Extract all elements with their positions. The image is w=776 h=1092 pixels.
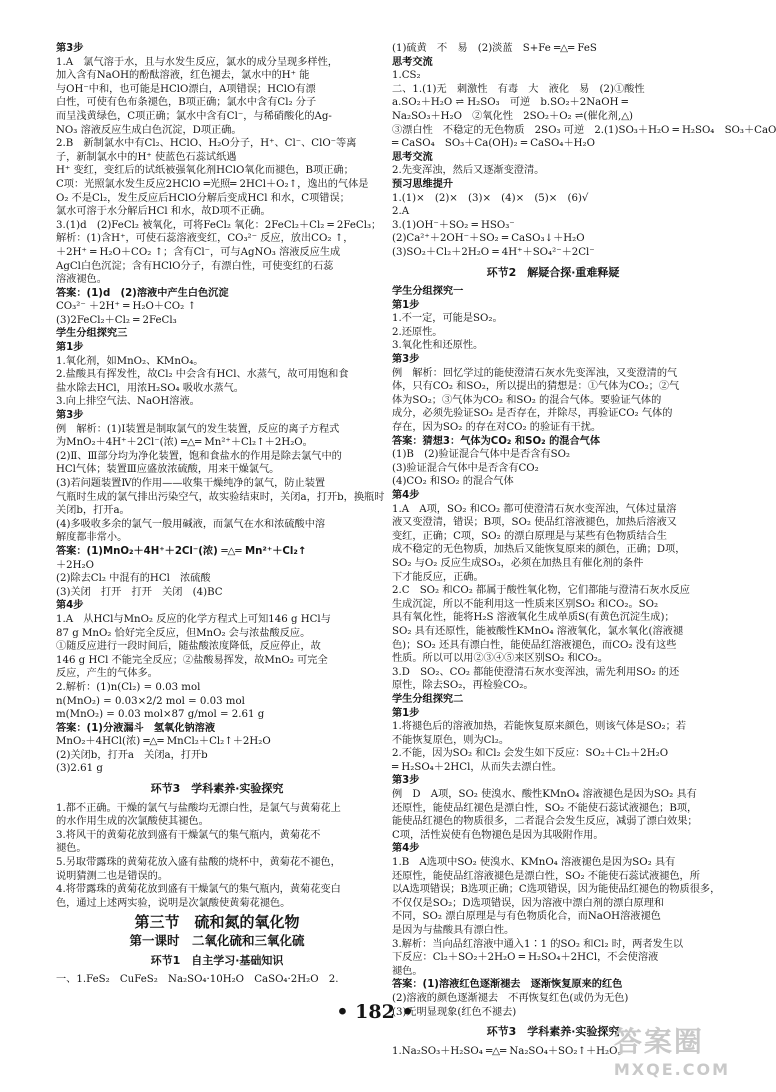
text-line: (2)Ca²⁺＋2OH⁻＋SO₂ ═ CaSO₃↓＋H₂O xyxy=(392,233,585,245)
text-line: 2.盐酸具有挥发性，故Cl₂ 中会含有HCl、水蒸气，故可用饱和食 xyxy=(56,369,349,381)
text-line: (2)溶液的颜色逐渐褪去 不再恢复红色(或仍为无色) xyxy=(392,992,629,1004)
text-line: C项：光照氯水发生反应2HClO ═光照═ 2HCl＋O₂↑，逸出的气体是 xyxy=(56,178,369,190)
text-line: NO₃ 溶液反应生成白色沉淀，D项正确。 xyxy=(56,124,242,136)
text-line: 加入含有NaOH的酚酞溶液，红色褪去，氯水中的H⁺ 能 xyxy=(56,70,310,82)
text-line: 解析：(1)含H⁺，可使石蕊溶液变红，CO₃²⁻ 反应，放出CO₂ ↑， xyxy=(56,233,354,245)
text-line: (3)SO₂＋Cl₂＋2H₂O ═ 4H⁺＋SO₄²⁻＋2Cl⁻ xyxy=(392,246,595,258)
text-line: 146 g HCl 不能完全反应；②盐酸易挥发，故MnO₂ 可完全 xyxy=(56,654,328,666)
right-column-text-a xyxy=(392,42,776,260)
left-column-text-a xyxy=(56,42,385,776)
text-line: ＋2H⁺ ═ H₂O＋CO₂ ↑；含有Cl⁻，可与AgNO₃ 溶液反应生成 xyxy=(56,246,341,258)
text-line: 1.氧化剂，如MnO₂、KMnO₄。 xyxy=(56,355,204,367)
left-bottom-line: 一、1.FeS₂ CuFeS₂ Na₂SO₄·10H₂O CaSO₄·2H₂O 2. xyxy=(56,974,339,986)
text-line: SO₂ 具有还原性，能被酸性KMnO₄ 溶液氧化，氯水氧化(溶液褪 xyxy=(392,625,684,637)
text-line: 1.都不正确。干燥的氯气与盐酸均无漂白性，是氯气与黄菊花上 xyxy=(56,802,341,814)
text-line: (3)验证混合气体中是否含有CO₂ xyxy=(392,462,539,474)
text-line: 反应，产生的气体多。 xyxy=(56,668,158,680)
text-line: 第4步 xyxy=(392,843,420,855)
text-line: (1)硫黄 不 易 (2)淡蓝 S+Fe ═△═ FeS xyxy=(392,43,597,54)
text-line: HCl气体；装置Ⅲ应盛放浓硫酸，用来干燥氯气。 xyxy=(56,464,280,476)
text-line: 关闭b，打开a。 xyxy=(56,505,130,517)
text-line: O₂ 不是Cl₂，发生反应后HClO分解后变成HCl 和水，C项错误； xyxy=(56,192,350,204)
text-line: 体，只有CO₂ 和SO₂，所以提出的猜想是：①气体为CO₂；②气 xyxy=(392,381,680,393)
text-line: 3.氧化性和还原性。 xyxy=(392,340,484,352)
page-number: • 182 • xyxy=(336,1001,414,1023)
text-line: 思考交流 xyxy=(392,56,433,68)
text-line: 1.(1)× (2)× (3)× (4)× (5)× (6)√ xyxy=(392,192,589,204)
text-line: 子，新制氯水中的H⁺ 使蓝色石蕊试纸遇 xyxy=(56,151,237,163)
text-line: 与OH⁻中和，也可能是HClO漂白，A项错误；HClO有漂 xyxy=(56,83,316,95)
left-column xyxy=(56,42,385,987)
text-line: 2.不能，因为SO₂ 和Cl₂ 会发生如下反应：SO₂＋Cl₂＋2H₂O xyxy=(392,748,669,760)
text-line: 氯水可溶于水分解后HCl 和水，故D项不正确。 xyxy=(56,206,271,218)
text-line: C项，活性炭使有色物褪色是因为其吸附作用。 xyxy=(392,829,604,841)
text-line: 为MnO₂＋4H⁺＋2Cl⁻(浓) ═△═ Mn²⁺＋Cl₂↑＋2H₂O。 xyxy=(56,437,313,449)
right-bottom-line: 1.Na₂SO₃＋H₂SO₄ ═△═ Na₂SO₄＋SO₂↑＋H₂O。 xyxy=(392,1045,628,1057)
text-line: 第4步 xyxy=(392,490,420,501)
text-line: 2.B 新制氯水中有Cl₂、HClO、H₂O分子，H⁺、Cl⁻、ClO⁻等离 xyxy=(56,138,357,150)
text-line: 性质。所以可以用②③④⑤来区别SO₂ 和CO₂。 xyxy=(392,653,609,665)
text-line: 还原性，能使品红溶液褪色是漂白性，SO₂ 不能使石蕊试液褪色，所 xyxy=(392,870,700,882)
text-line: 第1步 xyxy=(392,707,420,719)
text-line: 3.向上排空气法、NaOH溶液。 xyxy=(56,396,200,408)
text-line: 解度都非常小。 xyxy=(56,532,128,544)
text-line: 液又变澄清，错误；B项，SO₂ 使品红溶液褪色，加热后溶液又 xyxy=(392,517,677,529)
text-line: 学生分组探究二 xyxy=(392,693,464,705)
text-line: 第3步 xyxy=(56,43,84,54)
text-line: 2.C SO₂ 和CO₂ 都属于酸性氧化物，它们都能与澄清石灰水反应 xyxy=(392,585,690,597)
chapter-title: 第三节 硫和氮的氧化物 xyxy=(134,913,300,932)
text-line: 能使品红褪色的物质很多，二者混合会发生反应，减弱了漂白效果； xyxy=(392,816,698,828)
text-line: 第1步 xyxy=(392,299,420,311)
text-line: 2.解析：(1)n(Cl₂) = 0.03 mol xyxy=(56,681,201,693)
text-line: 气瓶时生成的氯气排出污染空气，故实验结束时，关闭a，打开b，换瓶时 xyxy=(56,491,385,503)
text-line: 是因为与盐酸具有漂白性。 xyxy=(392,925,515,936)
text-line: 例 解析：回忆学过的能使澄清石灰水先变浑浊，又变澄清的气 xyxy=(392,367,678,379)
text-line: 1.A 从HCl与MnO₂ 反应的化学方程式上可知146 g HCl与 xyxy=(56,613,331,625)
text-line: 说明猜测二也是错误的。 xyxy=(56,870,169,882)
text-line: 3.D SO₂、CO₂ 都能使澄清石灰水变浑浊，需先利用SO₂ 的还 xyxy=(392,666,680,678)
text-line: MnO₂＋4HCl(浓) ═△═ MnCl₂＋Cl₂↑＋2H₂O xyxy=(56,736,271,748)
left-section-1-heading: 环节1 自主学习·基础知识 xyxy=(150,953,284,967)
text-line: 5.另取带露珠的黄菊花放入盛有盐酸的烧杯中，黄菊花不褪色， xyxy=(56,857,341,869)
text-line: 盐水除去HCl，用浓H₂SO₄ 吸收水蒸气。 xyxy=(56,382,244,394)
text-line: 的水作用生成的次氯酸使其褪色。 xyxy=(56,816,209,828)
text-line: 1.A A项，SO₂ 和CO₂ 都可使澄清石灰水变浑浊，气体过量溶 xyxy=(392,503,677,515)
text-line: (3)若问题装置Ⅳ的作用——收集干燥纯净的氯气，防止装置 xyxy=(56,478,326,489)
text-line: 溶液褪色。 xyxy=(56,274,107,286)
text-line: 1.A 氯气溶于水，且与水发生反应，氯水的成分呈现多样性， xyxy=(56,56,338,68)
text-line: 存在，因为SO₂ 的存在对CO₂ 的验证有干扰。 xyxy=(392,422,602,434)
text-line: ═ CaSO₄ SO₃＋Ca(OH)₂ ═ CaSO₄＋H₂O xyxy=(392,138,595,150)
left-column-text-b xyxy=(56,802,378,911)
text-line: (2)关闭b，打开a 关闭a，打开b xyxy=(56,749,208,761)
text-line: 不能恢复原色，则为Cl₂。 xyxy=(392,734,510,746)
text-line: 不同，SO₂ 漂白原理是与有色物质化合，而NaOH溶液褪色 xyxy=(392,911,661,923)
text-line: 成不稳定的无色物质，加热后又能恢复原来的颜色，正确；D项， xyxy=(392,544,686,556)
text-line: ③漂白性 不稳定的无色物质 2SO₃ 可逆 2.(1)SO₃＋H₂O ═ H₂SO₄ SO₃＋CaO xyxy=(392,124,776,136)
text-line: 1.将褪色后的溶液加热，若能恢复原来颜色，则该气体是SO₂；若 xyxy=(392,721,687,733)
text-line: 答案：(1)溶液红色逐渐褪去 逐渐恢复原来的红色 xyxy=(392,979,623,991)
left-section-3-heading: 环节3 学科素养·实验探究 xyxy=(150,782,284,796)
text-line: 体为SO₂；③气体为CO₂ 和SO₂ 的混合气体。要验证气体的 xyxy=(392,394,662,406)
text-line: 1.不一定，可能是SO₂。 xyxy=(392,313,503,325)
text-line: AgCl白色沉淀；含有HClO分子，有漂白性，可使变红的石蕊 xyxy=(56,260,334,272)
text-line: 色，通过上述两实验，说明是次氯酸使黄菊花褪色。 xyxy=(56,897,291,909)
text-line: 1.B A选项中SO₂ 使溴水、KMnO₄ 溶液褪色是因为SO₂ 具有 xyxy=(392,857,676,869)
text-line: 思考交流 xyxy=(392,151,433,163)
right-section-3-heading: 环节3 学科素养·实验探究 xyxy=(486,1025,620,1039)
text-line: 1.CS₂ xyxy=(392,70,421,82)
text-line: 答案：(1)MnO₂＋4H⁺＋2Cl⁻(浓) ═△═ Mn²⁺＋Cl₂↑ xyxy=(56,545,307,557)
text-line: 白性，可使有色布条褪色，B项正确；氯水中含有Cl₂ 分子 xyxy=(56,97,317,109)
text-line: 学生分组探究一 xyxy=(392,286,464,298)
text-line: 3.(1)d (2)FeCl₂ 被氧化，可将FeCl₂ 氧化：2FeCl₂＋Cl₂ ═ 2FeCl₃； xyxy=(56,219,382,231)
text-line: 第4步 xyxy=(56,600,84,612)
text-line: 3.解析：当向品红溶液中通入1∶1 的SO₂ 和Cl₂ 时，两者发生以 xyxy=(392,938,684,950)
text-line: 而呈浅黄绿色，C项正确；氯水中含有Cl⁻，与稀硝酸化的Ag- xyxy=(56,110,332,122)
text-line: 变红，正确；C项，SO₂ 的漂白原理是与某些有色物质结合生 xyxy=(392,530,667,542)
text-line: ①随反应进行一段时间后，随盐酸浓度降低，反应停止，故 xyxy=(56,641,321,653)
right-section-2-heading: 环节2 解疑合探·重难释疑 xyxy=(486,265,620,279)
text-line: (2)除去Cl₂ 中混有的HCl 浓硫酸 xyxy=(56,573,211,585)
lesson-title: 第一课时 二氧化硫和三氧化硫 xyxy=(129,933,305,948)
text-line: 第3步 xyxy=(392,354,420,366)
text-line: 褪色。 xyxy=(392,965,423,977)
text-line: 二、1.(1)无 刺激性 有毒 大 液化 易 (2)①酸性 xyxy=(392,83,645,95)
text-line: (4)CO₂ 和SO₂ 的混合气体 xyxy=(392,476,514,488)
text-line: 2.A xyxy=(392,206,410,218)
text-line: 第3步 xyxy=(392,775,420,787)
text-line: CO₃²⁻ ＋2H⁺ ═ H₂O＋CO₂ ↑ xyxy=(56,301,196,313)
text-line: 还原性，能使品红褪色是漂白性，SO₂ 不能使石蕊试液褪色；B项， xyxy=(392,802,698,814)
text-line: 4.将带露珠的黄菊花放到盛有干燥氯气的集气瓶内，黄菊花变白 xyxy=(56,884,341,896)
text-line: H⁺ 变红，变红后的试纸被强氧化剂HClO氧化而褪色，B项正确； xyxy=(56,165,354,177)
text-line: 预习思维提升 xyxy=(392,178,454,190)
text-line: 生成沉淀，所以不能利用这一性质来区别SO₂ 和CO₂。SO₂ xyxy=(392,598,659,610)
text-line: n(MnO₂) = 0.03×2/2 mol = 0.03 mol xyxy=(56,695,245,707)
text-line: (1)B (2)验证混合气体中是否含有SO₂ xyxy=(392,449,571,461)
text-line: SO₂ 与O₂ 反应生成SO₃，必须在加热且有催化剂的条件 xyxy=(392,557,644,569)
text-line: (3)关闭 打开 打开 关闭 (4)BC xyxy=(56,586,223,598)
watermark-logo xyxy=(614,1020,730,1079)
text-line: Na₂SO₃＋H₂O ②氧化性 2SO₂＋O₂ ⇌(催化剂,△) xyxy=(392,110,633,122)
text-line: 答案：(1)分液漏斗 氢氧化钠溶液 xyxy=(56,722,216,734)
text-line: (2)Ⅱ、Ⅲ部分均为净化装置，饱和食盐水的作用是除去氯气中的 xyxy=(56,450,342,462)
text-line: 褪色。 xyxy=(56,843,87,855)
right-column xyxy=(392,42,776,1058)
text-line: 原性，除去SO₂，再检验CO₂。 xyxy=(392,680,534,692)
text-line: 下反应：Cl₂＋SO₂＋2H₂O ═ H₂SO₄＋2HCl，不会使溶液 xyxy=(392,952,659,964)
text-line: ═ H₂SO₄＋2HCl，从而失去漂白性。 xyxy=(392,761,563,773)
text-line: ＋2H₂O xyxy=(56,559,94,571)
text-line: 下才能反应，正确。 xyxy=(392,571,484,583)
text-line: 学生分组探究三 xyxy=(56,328,128,340)
text-line: 成分，必须先验证SO₂ 是否存在，并除尽，再验证CO₂ 气体的 xyxy=(392,408,673,420)
text-line: 具有氧化性，能将H₂S 溶液氧化生成单质S(有黄色沉淀生成)； xyxy=(392,612,675,624)
text-line: m(MnO₂) = 0.03 mol×87 g/mol = 2.61 g xyxy=(56,709,265,721)
watermark-text: 答案圈 xyxy=(613,1025,704,1058)
text-line: 答案：(1)d (2)溶液中产生白色沉淀 xyxy=(56,287,229,299)
text-line: 87 g MnO₂ 恰好完全反应，但MnO₂ 会与浓盐酸反应。 xyxy=(56,627,311,639)
text-line: a.SO₂＋H₂O ⇌ H₂SO₃ 可逆 b.SO₂＋2NaOH ═ xyxy=(392,97,628,109)
text-line: (3)无明显现象(红色不褪去) xyxy=(392,1006,517,1018)
watermark-url: MXQE.COM xyxy=(613,1060,730,1079)
text-line: 例 解析：(1)Ⅰ装置是制取氯气的发生装置，反应的离子方程式 xyxy=(56,423,340,435)
text-line: 第1步 xyxy=(56,342,84,354)
text-line: 3.将风干的黄菊花放到盛有干燥氯气的集气瓶内，黄菊花不 xyxy=(56,829,321,841)
text-line: 例 D A项，SO₂ 使溴水、酸性KMnO₄ 溶液褪色是因为SO₂ 具有 xyxy=(392,789,697,801)
text-line: (3)2.61 g xyxy=(56,763,103,775)
right-column-text-b xyxy=(392,285,721,1019)
text-line: 3.(1)OH⁻＋SO₂ ═ HSO₃⁻ xyxy=(392,219,515,231)
text-line: (4)多吸收多余的氯气一般用碱液，而氯气在水和浓硫酸中溶 xyxy=(56,518,326,530)
text-line: 2.还原性。 xyxy=(392,326,443,338)
text-line: 第3步 xyxy=(56,410,84,422)
text-line: 答案：猜想3：气体为CO₂ 和SO₂ 的混合气体 xyxy=(392,435,601,447)
text-line: 以A选项错误；B选项正确；C选项错误，因为能使品红褪色的物质很多， xyxy=(392,884,721,896)
text-line: 色)；SO₂ 还具有漂白性，能使品红溶液褪色，而CO₂ 没有这些 xyxy=(392,639,677,651)
text-line: 不仅仅是SO₂；D选项错误，因为溶液中漂白剂的漂白原理和 xyxy=(392,897,665,909)
text-line: 2.先变浑浊，然后又逐渐变澄清。 xyxy=(392,165,545,177)
text-line: (3)2FeCl₂＋Cl₂ ═ 2FeCl₃ xyxy=(56,314,177,326)
